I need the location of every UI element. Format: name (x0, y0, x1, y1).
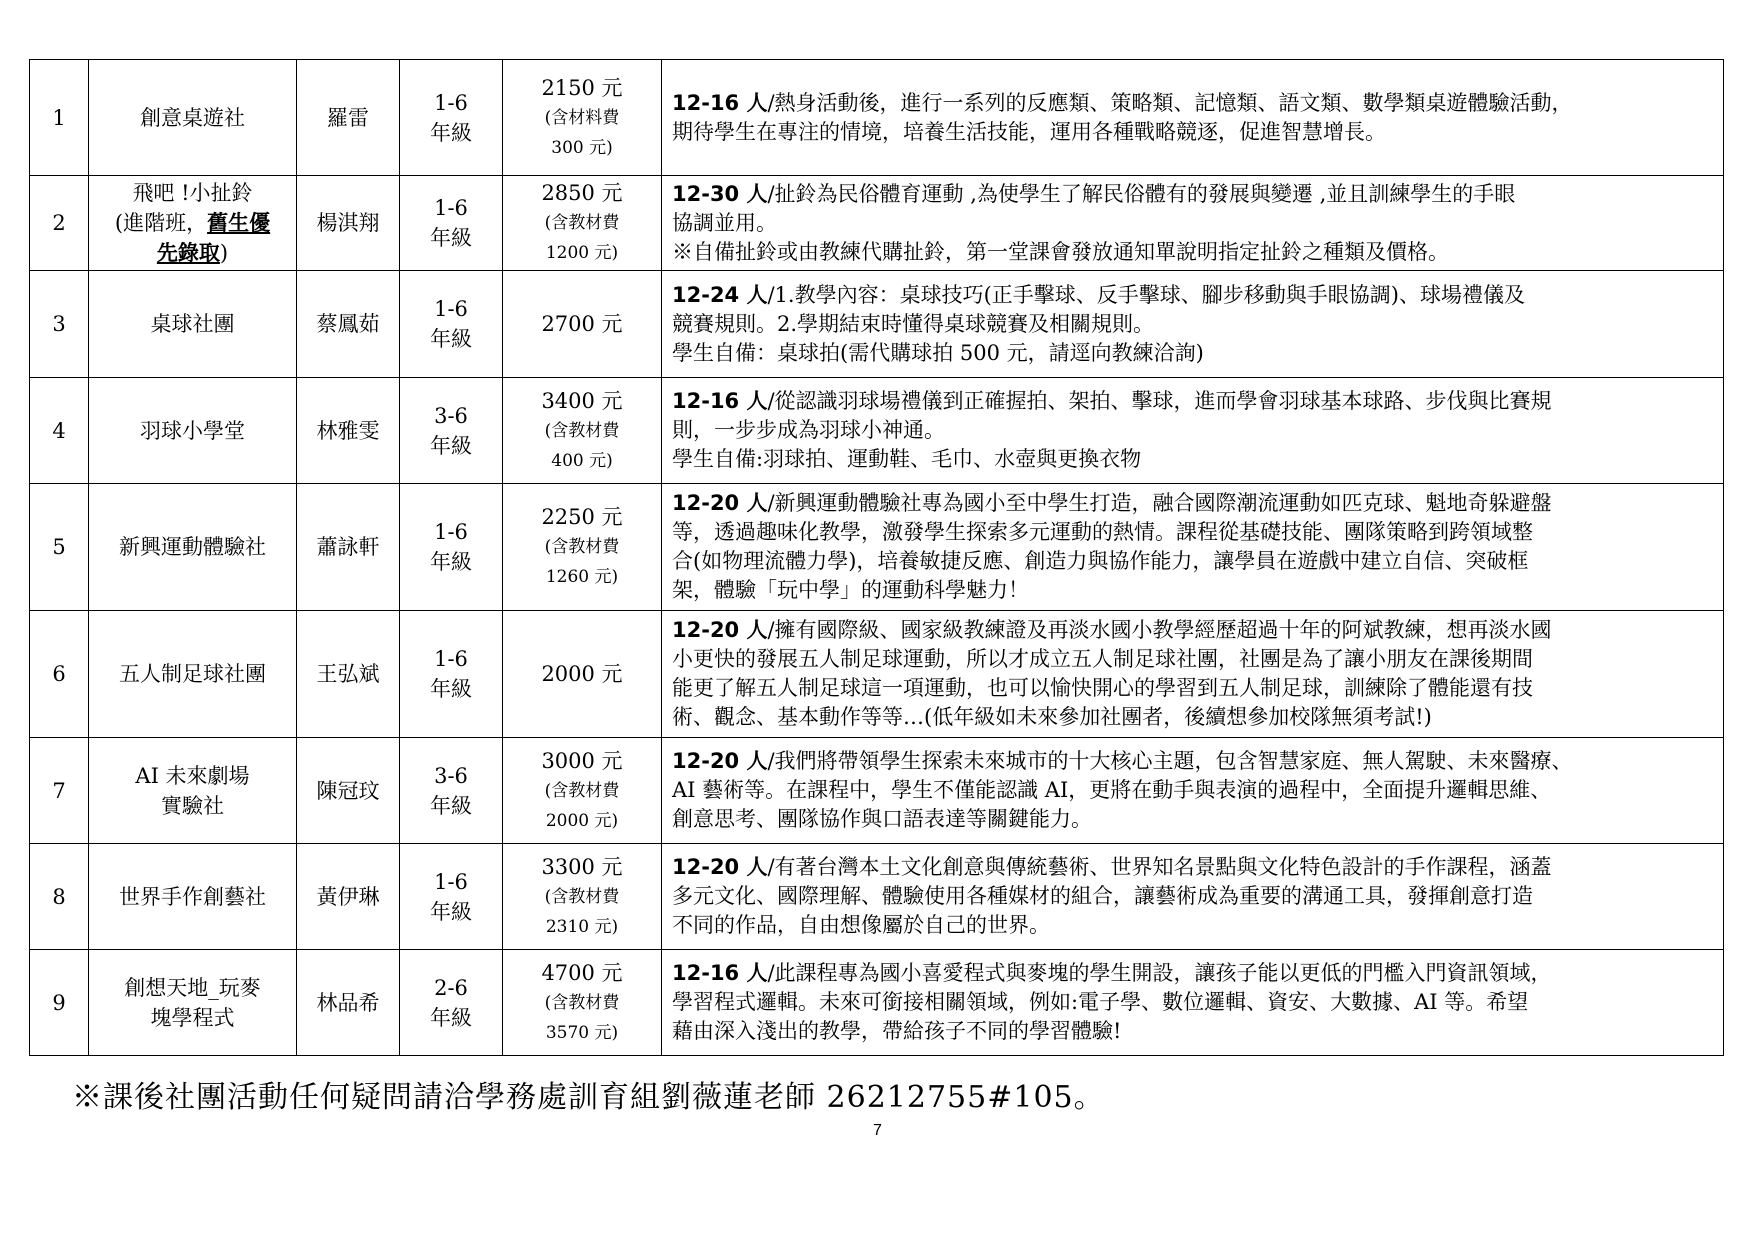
teacher-name: 陳冠玟 (297, 738, 400, 844)
row-number: 4 (30, 378, 89, 484)
row-number: 7 (30, 738, 89, 844)
class-size: 12-16 人 (672, 961, 768, 985)
club-description: 12-24 人/1.教學內容：桌球技巧(正手擊球、反手擊球、腳步移動與手眼協調)、球場禮儀及 競賽規則。2.學期結束時懂得桌球競賽及相關規則。 學生自備：桌球拍(需代購球拍 500 元，請逕向教練洽詢) (662, 271, 1724, 378)
club-fee: 3400 元 (含教材費 400 元) (503, 378, 662, 484)
row-number: 2 (30, 176, 89, 271)
club-description: 12-30 人/扯鈴為民俗體育運動 ,為使學生了解民俗體有的發展與變遷 ,並且訓練學生的手眼 協調並用。 ※自備扯鈴或由教練代購扯鈴，第一堂課會發放通知單說明指定扯鈴之種類及價格。 (662, 176, 1724, 271)
row-number: 9 (30, 950, 89, 1056)
club-name: AI 未來劇場 實驗社 (89, 738, 297, 844)
club-description: 12-20 人/我們將帶領學生探索未來城市的十大核心主題，包含智慧家庭、無人駕駛、未來醫療、 AI 藝術等。在課程中，學生不僅能認識 AI，更將在動手與表演的過程中，全面提升邏輯思維、 創意思考、團隊協作與口語表達等關鍵能力。 (662, 738, 1724, 844)
row-number: 3 (30, 271, 89, 378)
teacher-name: 林雅雯 (297, 378, 400, 484)
club-fee: 2250 元 (含教材費 1260 元) (503, 484, 662, 611)
club-fee: 2150 元 (含材料費 300 元) (503, 60, 662, 176)
club-name: 桌球社團 (89, 271, 297, 378)
page-number: 7 (873, 1122, 882, 1139)
class-size: 12-20 人 (672, 618, 768, 642)
club-description: 12-20 人/新興運動體驗社專為國小至中學生打造，融合國際潮流運動如匹克球、魁地奇躲避盤 等，透過趣味化教學，激發學生探索多元運動的熱情。課程從基礎技能、團隊策略到跨領域整 合(如物理流體力學)，培養敏捷反應、創造力與協作能力，讓學員在遊戲中建立自信、突破框 架，體驗「玩中學」的運動科學魅力！ (662, 484, 1724, 611)
grade-range: 3-6 年級 (400, 378, 503, 484)
club-fee: 2700 元 (503, 271, 662, 378)
club-description: 12-16 人/此課程專為國小喜愛程式與麥塊的學生開設，讓孩子能以更低的門檻入門資訊領域， 學習程式邏輯。未來可銜接相關領域，例如:電子學、數位邏輯、資安、大數據、AI 等。希望 藉由深入淺出的教學，帶給孩子不同的學習體驗! (662, 950, 1724, 1056)
table-row (30, 844, 1724, 950)
club-fee: 3000 元 (含教材費 2000 元) (503, 738, 662, 844)
club-description: 12-16 人/熱身活動後，進行一系列的反應類、策略類、記憶類、語文類、數學類桌遊體驗活動， 期待學生在專注的情境，培養生活技能，運用各種戰略競逐，促進智慧增長。 (662, 60, 1724, 176)
class-size: 12-20 人 (672, 855, 768, 879)
teacher-name: 王弘斌 (297, 611, 400, 738)
club-name: 新興運動體驗社 (89, 484, 297, 611)
club-fee: 2000 元 (503, 611, 662, 738)
class-size: 12-30 人 (672, 181, 768, 206)
table-row (30, 176, 1724, 271)
row-number: 8 (30, 844, 89, 950)
class-size: 12-20 人 (672, 749, 768, 773)
class-size: 12-16 人 (672, 90, 768, 115)
grade-range: 1-6 年級 (400, 611, 503, 738)
club-name: 創意桌遊社 (89, 60, 297, 176)
class-size: 12-16 人 (672, 389, 768, 413)
club-name: 羽球小學堂 (89, 378, 297, 484)
table-row (30, 611, 1724, 738)
row-number: 5 (30, 484, 89, 611)
table-row (30, 60, 1724, 176)
teacher-name: 蕭詠軒 (297, 484, 400, 611)
club-fee: 3300 元 (含教材費 2310 元) (503, 844, 662, 950)
club-fee: 4700 元 (含教材費 3570 元) (503, 950, 662, 1056)
class-size: 12-24 人 (672, 282, 768, 307)
priority-note: 舊生優 (207, 210, 271, 235)
class-size: 12-20 人 (672, 491, 768, 515)
teacher-name: 楊淇翔 (297, 176, 400, 271)
club-name: 創想天地_玩麥 塊學程式 (89, 950, 297, 1056)
club-name: 飛吧 !小扯鈴 (進階班，舊生優 先錄取) (89, 176, 297, 271)
table-row (30, 484, 1724, 611)
grade-range: 1-6 年級 (400, 271, 503, 378)
teacher-name: 黃伊琳 (297, 844, 400, 950)
grade-range: 1-6 年級 (400, 60, 503, 176)
table-row (30, 271, 1724, 378)
row-number: 6 (30, 611, 89, 738)
club-name: 五人制足球社團 (89, 611, 297, 738)
club-fee: 2850 元 (含教材費 1200 元) (503, 176, 662, 271)
club-description: 12-16 人/從認識羽球場禮儀到正確握拍、架拍、擊球，進而學會羽球基本球路、步伐與比賽規 則，一步步成為羽球小神通。 學生自備:羽球拍、運動鞋、毛巾、水壺與更換衣物 (662, 378, 1724, 484)
club-description: 12-20 人/有著台灣本土文化創意與傳統藝術、世界知名景點與文化特色設計的手作課程，涵蓋 多元文化、國際理解、體驗使用各種媒材的組合，讓藝術成為重要的溝通工具，發揮創意打造 不同的作品，自由想像屬於自己的世界。 (662, 844, 1724, 950)
table-row (30, 738, 1724, 844)
teacher-name: 蔡鳳茹 (297, 271, 400, 378)
club-name: 世界手作創藝社 (89, 844, 297, 950)
table-row (30, 950, 1724, 1056)
grade-range: 3-6 年級 (400, 738, 503, 844)
grade-range: 1-6 年級 (400, 484, 503, 611)
table-row (30, 378, 1724, 484)
contact-note: ※課後社團活動任何疑問請洽學務處訓育組劉薇蓮老師 26212755#105。 (72, 1080, 1105, 1115)
row-number: 1 (30, 60, 89, 176)
club-table (29, 59, 1724, 1056)
teacher-name: 林品希 (297, 950, 400, 1056)
teacher-name: 羅雷 (297, 60, 400, 176)
club-description: 12-20 人/擁有國際級、國家級教練證及再淡水國小教學經歷超過十年的阿斌教練，想再淡水國 小更快的發展五人制足球運動，所以才成立五人制足球社團，社團是為了讓小朋友在課後期間 能更了解五人制足球這一項運動，也可以愉快開心的學習到五人制足球，訓練除了體能還有技 術、觀念、基本動作等等…(低年級如未來參加社團者，後續想參加校隊無須考試!) (662, 611, 1724, 738)
grade-range: 2-6 年級 (400, 950, 503, 1056)
grade-range: 1-6 年級 (400, 176, 503, 271)
grade-range: 1-6 年級 (400, 844, 503, 950)
